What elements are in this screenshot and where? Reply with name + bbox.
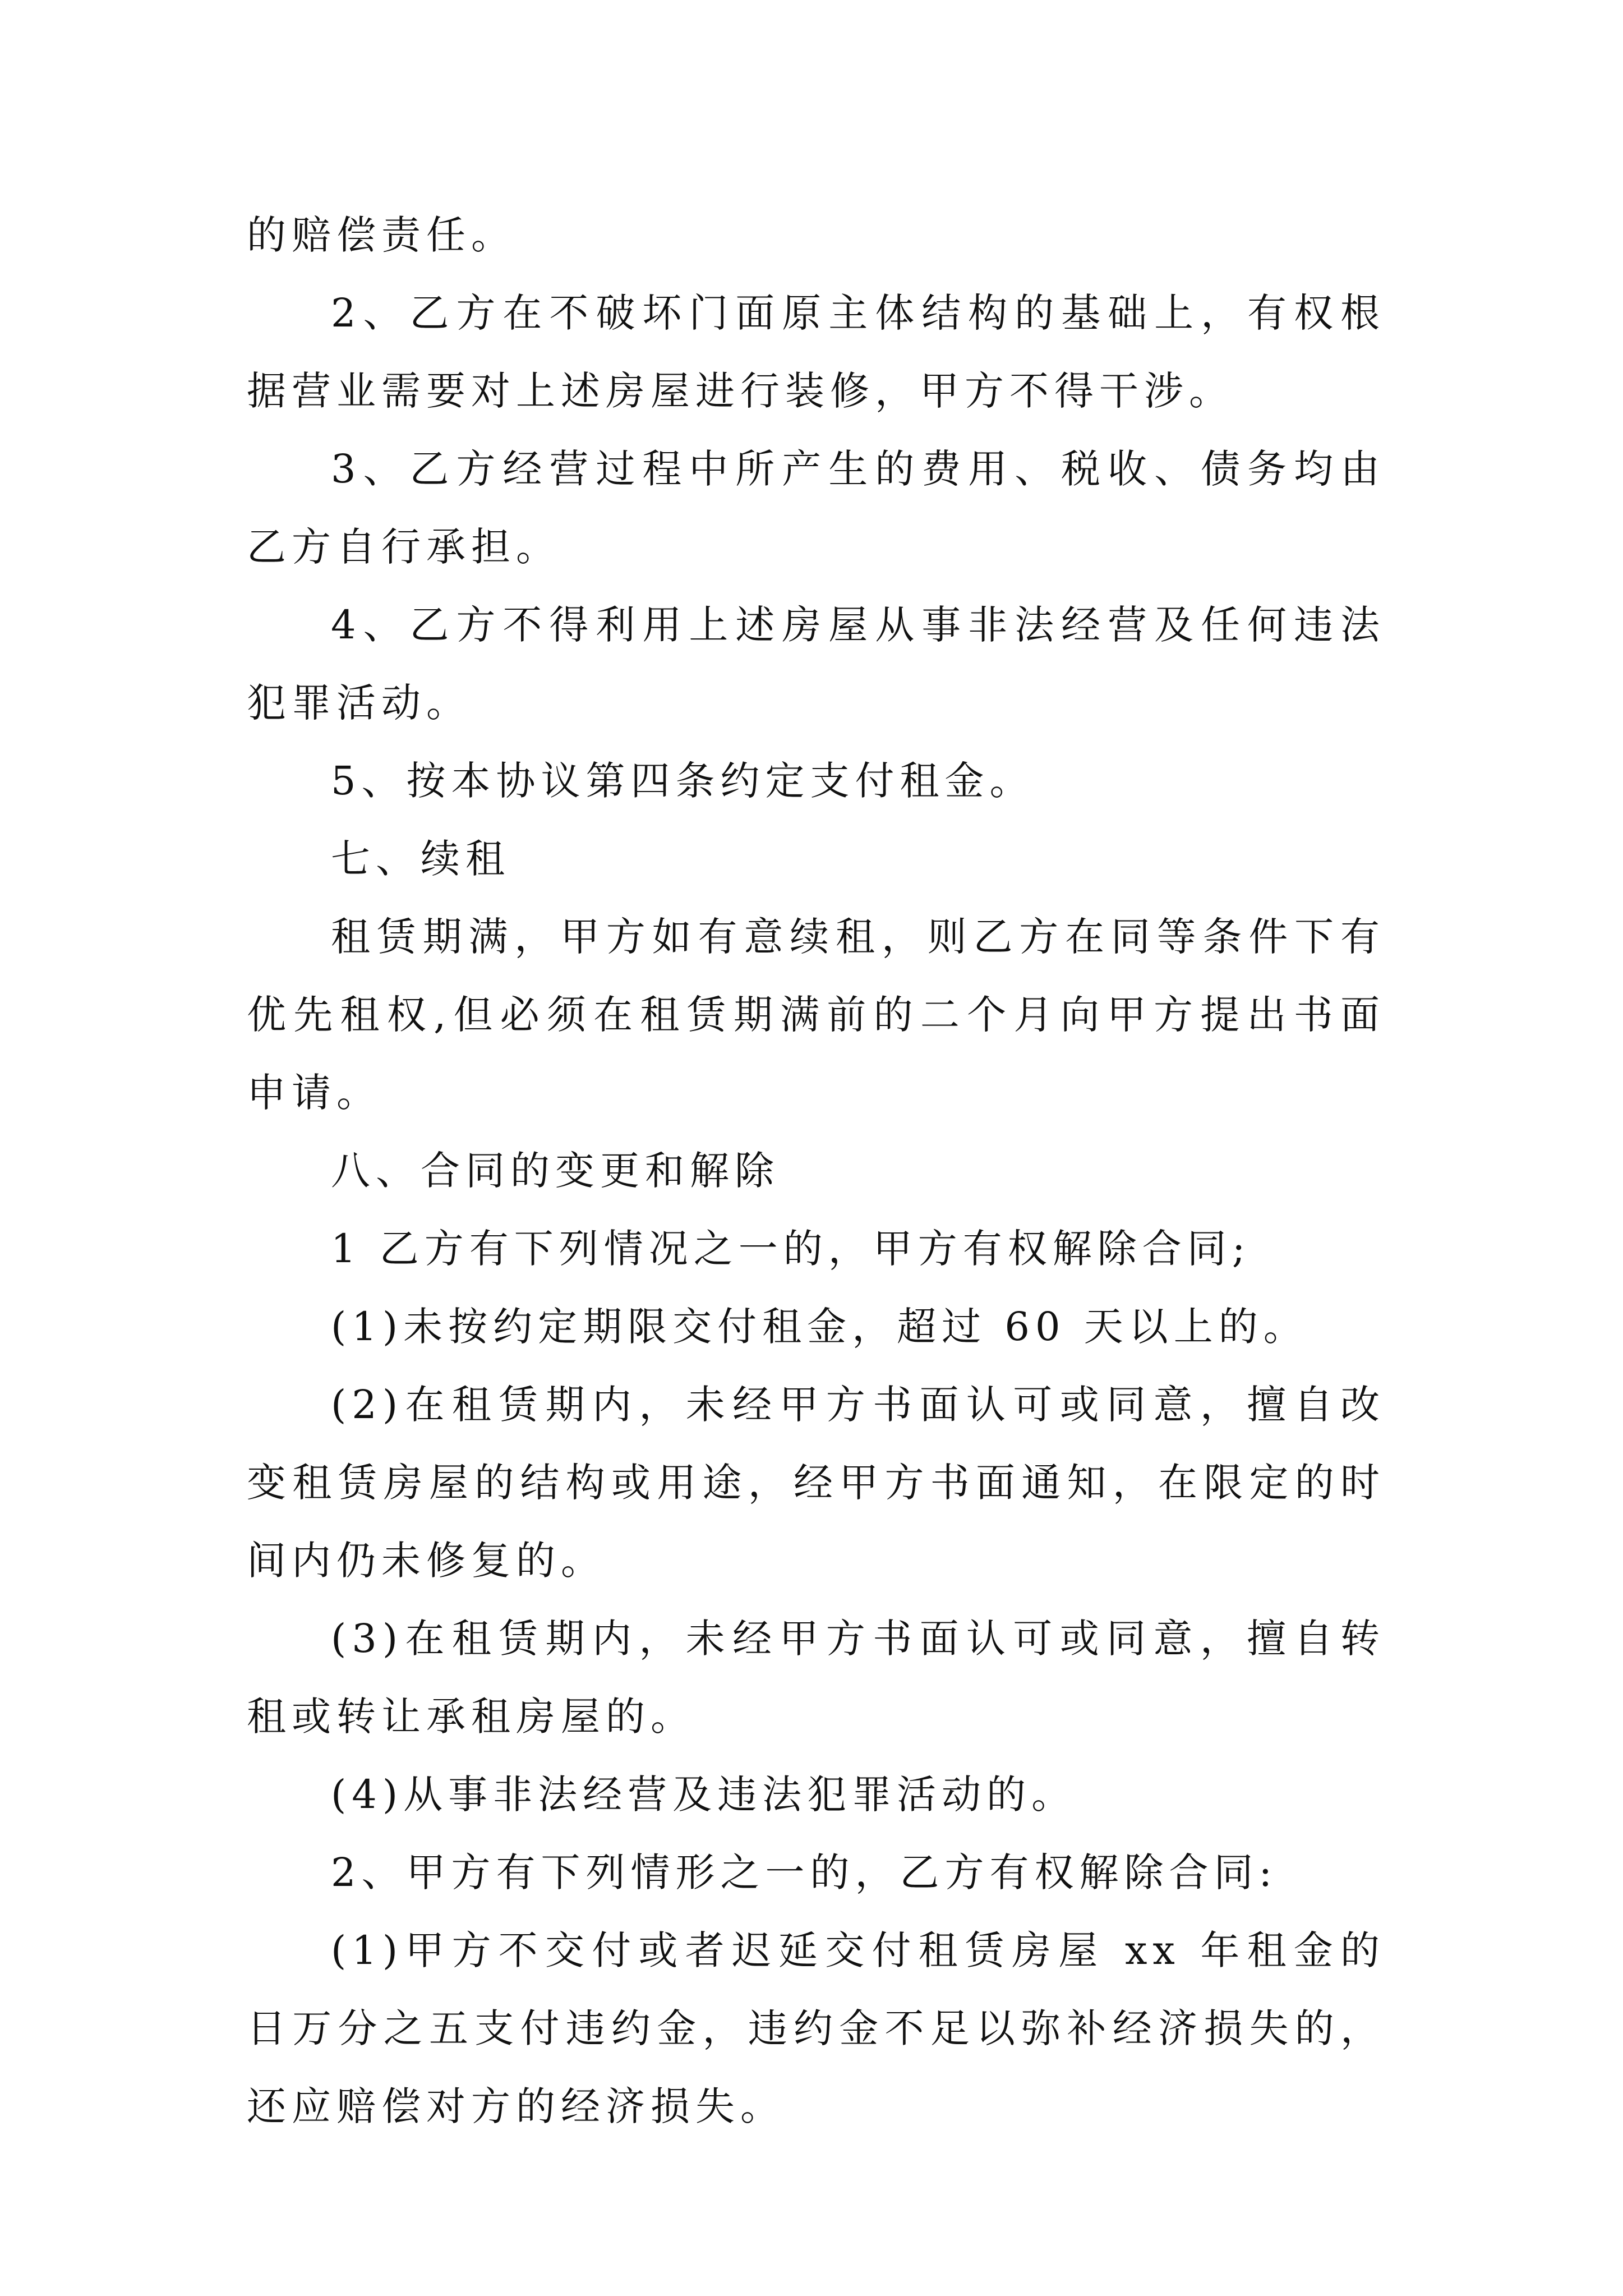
section-heading-change-termination: 八、合同的变更和解除: [331, 1148, 780, 1194]
paragraph-10: (1)未按约定期限交付租金，超过 60 天以上的。: [331, 1304, 1308, 1350]
paragraph-7: 租赁期满，甲方如有意续租，则乙方在同等条件下有优先租权,但必须在租赁期满前的二个月向甲方提出书面申请。: [247, 914, 1385, 1116]
paragraph-5: 5、按本协议第四条约定支付租金。: [331, 758, 1035, 804]
paragraph-13: (4)从事非法经营及违法犯罪活动的。: [331, 1772, 1077, 1818]
paragraph-9: 1 乙方有下列情况之一的，甲方有权解除合同;: [331, 1226, 1251, 1272]
paragraph-12: (3)在租赁期内，未经甲方书面认可或同意，擅自转租或转让承租房屋的。: [247, 1616, 1385, 1740]
paragraph-3: 3、乙方经营过程中所产生的费用、税收、债务均由乙方自行承担。: [247, 446, 1385, 570]
paragraph-14: 2、甲方有下列情形之一的，乙方有权解除合同:: [331, 1849, 1278, 1895]
paragraph-1: 的赔偿责任。: [247, 212, 516, 258]
document-body: [247, 196, 1385, 2146]
section-heading-renewal: 七、续租: [331, 836, 510, 882]
paragraph-2: 2、乙方在不破坏门面原主体结构的基础上，有权根据营业需要对上述房屋进行装修，甲方不得干涉。: [247, 290, 1385, 414]
paragraph-11: (2)在租赁期内，未经甲方书面认可或同意，擅自改变租赁房屋的结构或用途，经甲方书面通知，在限定的时间内仍未修复的。: [247, 1382, 1385, 1584]
paragraph-4: 4、乙方不得利用上述房屋从事非法经营及任何违法犯罪活动。: [247, 602, 1385, 726]
paragraph-15: (1)甲方不交付或者迟延交付租赁房屋 xx 年租金的日万分之五支付违约金，违约金不足以弥补经济损失的，还应赔偿对方的经济损失。: [247, 1927, 1385, 2129]
